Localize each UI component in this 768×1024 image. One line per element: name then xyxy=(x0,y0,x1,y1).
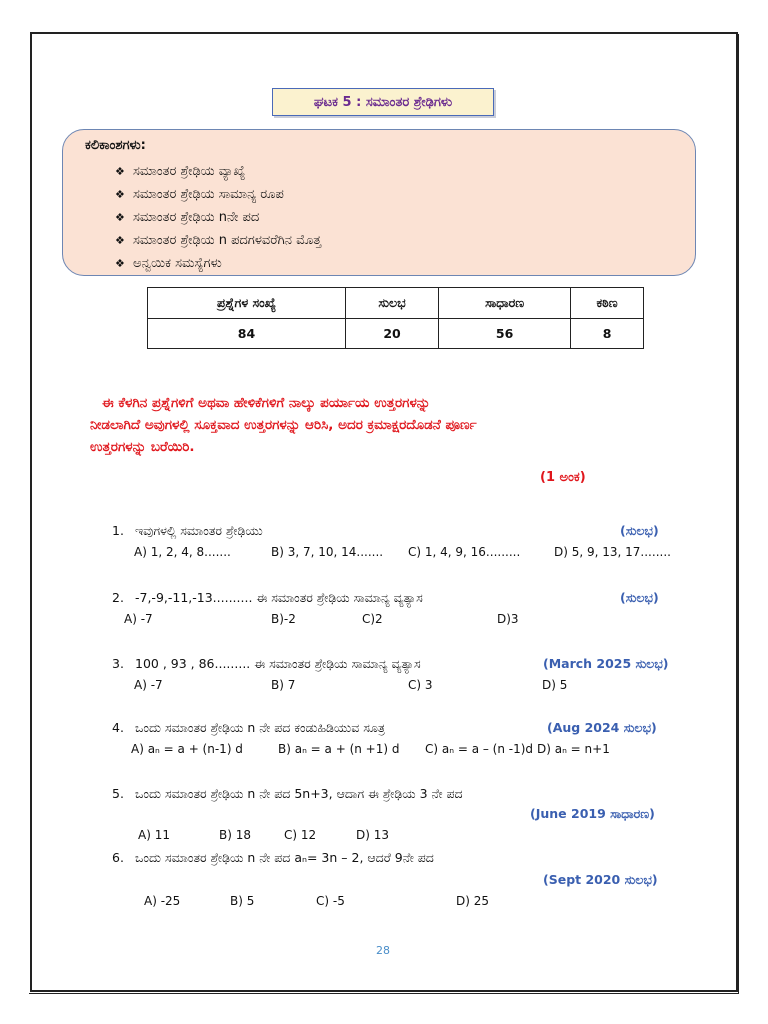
option-d: D) aₙ = n+1 xyxy=(537,742,610,756)
option-a: A) 11 xyxy=(138,828,170,842)
table-cell: 56 xyxy=(439,319,571,349)
option-c: C) 3 xyxy=(408,678,433,692)
option-b: B) 18 xyxy=(219,828,251,842)
question-text: ಒಂದು ಸಮಾಂತರ ಶ್ರೇಢಿಯ n ನೇ ಪದ aₙ= 3n – 2, ಆದರೆ 9ನೇ ಪದ xyxy=(135,850,434,865)
option-b: B) 3, 7, 10, 14....... xyxy=(271,545,384,559)
table-cell: 8 xyxy=(571,319,644,349)
diamond-bullet-icon: ❖ xyxy=(115,234,125,247)
question-number: 5. xyxy=(112,786,124,801)
question-text: 100 , 93 , 86......... ಈ ಸಮಾಂತರ ಶ್ರೇಢಿಯ ಸಾಮಾನ್ಯ ವ್ಯತ್ಯಾಸ xyxy=(135,656,421,671)
diamond-bullet-icon: ❖ xyxy=(115,211,125,224)
objective-item: ❖ ಸಮಾಂತರ ಶ್ರೇಢಿಯ nನೇ ಪದ xyxy=(115,206,321,229)
option-c: C) 1, 4, 9, 16......... xyxy=(408,545,521,559)
option-a: A) -25 xyxy=(144,894,181,908)
diamond-bullet-icon: ❖ xyxy=(115,257,125,270)
unit-title: ಘಟಕ 5 : ಸಮಾಂತರ ಶ್ರೇಢಿಗಳು xyxy=(272,88,494,116)
question-number: 2. xyxy=(112,590,124,605)
option-a: A) -7 xyxy=(134,678,163,692)
question-number: 4. xyxy=(112,720,124,735)
objectives-list xyxy=(115,160,321,275)
table-header-cell: ಪ್ರಶ್ನೆಗಳ ಸಂಖ್ಯೆ xyxy=(148,288,346,319)
instruction-line: ನೀಡಲಾಗಿದೆ ಅವುಗಳಲ್ಲಿ ಸೂಕ್ತವಾದ ಉತ್ತರಗಳನ್ನು ಆರಿಸಿ, ಅದರ ಕ್ರಮಾಕ್ಷರದೊಡನೆ ಪೂರ್ಣ xyxy=(90,417,477,433)
objectives-heading: ಕಲಿಕಾಂಶಗಳು: xyxy=(85,138,146,153)
question-number: 1. xyxy=(112,523,124,538)
option-c: C) -5 xyxy=(316,894,345,908)
learning-objectives-box xyxy=(62,129,696,276)
option-b: B) 7 xyxy=(271,678,296,692)
page-number: 28 xyxy=(376,944,390,957)
question-text: ಒಂದು ಸಮಾಂತರ ಶ್ರೇಢಿಯ n ನೇ ಪದ ಕಂಡುಹಿಡಿಯುವ ಸೂತ್ರ xyxy=(135,720,386,735)
difficulty-tag: (ಸುಲಭ) xyxy=(620,590,659,605)
table-header-cell: ಸಾಧಾರಣ xyxy=(439,288,571,319)
difficulty-tag: (March 2025 ಸುಲಭ) xyxy=(543,656,669,671)
option-a: A) 1, 2, 4, 8....... xyxy=(134,545,231,559)
table-header-cell: ಸುಲಭ xyxy=(345,288,438,319)
objective-item: ❖ ಅನ್ವಯಿಕ ಸಮಸ್ಯೆಗಳು xyxy=(115,252,321,275)
table-header-row xyxy=(148,288,644,319)
table-cell: 84 xyxy=(148,319,346,349)
option-d: D) 13 xyxy=(356,828,390,842)
diamond-bullet-icon: ❖ xyxy=(115,188,125,201)
marks-label: (1 ಅಂಕ) xyxy=(540,470,586,485)
instruction-line: ಉತ್ತರಗಳನ್ನು ಬರೆಯಿರಿ. xyxy=(90,439,195,455)
table-header-cell: ಕಠಿಣ xyxy=(571,288,644,319)
objective-item: ❖ ಸಮಾಂತರ ಶ್ರೇಢಿಯ n ಪದಗಳವರೆಗಿನ ಮೊತ್ತ xyxy=(115,229,321,252)
option-c: C) aₙ = a – (n -1)d xyxy=(425,742,534,756)
objective-item: ❖ ಸಮಾಂತರ ಶ್ರೇಢಿಯ ಸಾಮಾನ್ಯ ರೂಪ xyxy=(115,183,321,206)
question-number: 6. xyxy=(112,850,124,865)
objective-item: ❖ ಸಮಾಂತರ ಶ್ರೇಢಿಯ ವ್ಯಾಖ್ಯೆ xyxy=(115,160,321,183)
difficulty-tag: (Sept 2020 ಸುಲಭ) xyxy=(543,872,658,887)
option-d: D)3 xyxy=(497,612,519,626)
option-b: B) 5 xyxy=(230,894,255,908)
table-row xyxy=(148,319,644,349)
question-distribution-table xyxy=(147,287,644,349)
instruction-line: ಈ ಕೆಳಗಿನ ಪ್ರಶ್ನೆಗಳಿಗೆ ಅಥವಾ ಹೇಳಿಕೆಗಳಿಗೆ ನಾಲ್ಕು ಪರ್ಯಾಯ ಉತ್ತರಗಳನ್ನು xyxy=(102,395,431,411)
option-b: B) aₙ = a + (n +1) d xyxy=(278,742,400,756)
table-cell: 20 xyxy=(345,319,438,349)
diamond-bullet-icon: ❖ xyxy=(115,165,125,178)
option-c: C)2 xyxy=(362,612,383,626)
option-d: D) 5, 9, 13, 17........ xyxy=(554,545,671,559)
instructions xyxy=(90,392,620,458)
option-d: D) 25 xyxy=(456,894,490,908)
question-text: ಒಂದು ಸಮಾಂತರ ಶ್ರೇಢಿಯ n ನೇ ಪದ 5n+3, ಆದಾಗ ಈ ಶ್ರೇಢಿಯ 3 ನೇ ಪದ xyxy=(135,786,463,801)
question-text: -7,-9,-11,-13.......... ಈ ಸಮಾಂತರ ಶ್ರೇಢಿಯ ಸಾಮಾನ್ಯ ವ್ಯತ್ಯಾಸ xyxy=(135,590,423,605)
option-d: D) 5 xyxy=(542,678,568,692)
option-a: A) -7 xyxy=(124,612,153,626)
difficulty-tag: (Aug 2024 ಸುಲಭ) xyxy=(547,720,657,735)
difficulty-tag: (June 2019 ಸಾಧಾರಣ) xyxy=(530,806,655,821)
option-c: C) 12 xyxy=(284,828,317,842)
option-a: A) aₙ = a + (n-1) d xyxy=(131,742,243,756)
option-b: B)-2 xyxy=(271,612,296,626)
difficulty-tag: (ಸುಲಭ) xyxy=(620,523,659,538)
question-text: ಇವುಗಳಲ್ಲಿ ಸಮಾಂತರ ಶ್ರೇಢಿಯು xyxy=(135,523,263,538)
question-number: 3. xyxy=(112,656,124,671)
